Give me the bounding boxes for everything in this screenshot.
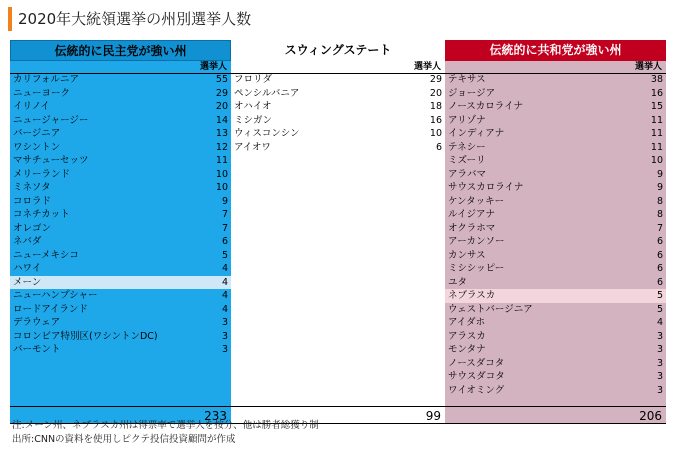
electoral-votes: 11 xyxy=(650,141,663,153)
electoral-votes: 4 xyxy=(221,263,228,274)
chart-title: 2020年大統領選挙の州別選挙人数 xyxy=(18,10,252,28)
state-name: アーカンソー xyxy=(448,236,505,247)
state-name: オクラホマ xyxy=(448,222,496,234)
electoral-votes: 8 xyxy=(656,195,663,207)
electoral-votes: 9 xyxy=(656,168,663,180)
table-row xyxy=(445,343,666,357)
table-row xyxy=(445,127,666,141)
state-name: ニューハンプシャー xyxy=(13,290,98,301)
electoral-votes: 4 xyxy=(656,317,663,328)
table-row xyxy=(10,276,231,290)
state-name: テキサス xyxy=(448,74,486,85)
state-name: ユタ xyxy=(448,276,468,288)
electoral-votes: 3 xyxy=(221,317,228,328)
state-name: ワシントン xyxy=(13,141,61,153)
table-row xyxy=(10,141,231,155)
table-row xyxy=(445,208,666,222)
column-body xyxy=(10,73,231,406)
state-name: ニュージャージー xyxy=(13,114,89,126)
table-row xyxy=(231,73,445,87)
state-name: ウェストバージニア xyxy=(448,303,533,315)
electoral-votes: 6 xyxy=(435,141,442,153)
column-subheader: 選挙人 xyxy=(10,61,231,73)
column-header: 伝統的に共和党が強い州 xyxy=(445,40,666,61)
state-name: オハイオ xyxy=(234,101,272,112)
electoral-votes: 9 xyxy=(221,195,228,207)
table-row xyxy=(445,249,666,263)
table-row xyxy=(10,195,231,209)
table-row xyxy=(231,114,445,128)
electoral-votes: 10 xyxy=(215,182,228,193)
state-name: ルイジアナ xyxy=(448,209,496,220)
column-header: 伝統的に民主党が強い州 xyxy=(10,40,231,61)
state-name: バーモント xyxy=(13,344,61,355)
column-subheader: 選挙人 xyxy=(445,61,666,73)
column-total: 99 xyxy=(231,406,445,424)
state-name: ミズーリ xyxy=(448,155,486,166)
state-name: ジョージア xyxy=(448,87,496,99)
state-name: ネバダ xyxy=(13,236,42,247)
electoral-votes: 8 xyxy=(656,209,663,220)
electoral-votes: 5 xyxy=(221,249,228,261)
table-row xyxy=(10,222,231,236)
state-name: インディアナ xyxy=(448,128,505,139)
state-name: サウスダコタ xyxy=(448,371,505,382)
state-name: バージニア xyxy=(13,128,61,139)
electoral-votes: 3 xyxy=(221,330,228,342)
electoral-votes: 29 xyxy=(429,74,442,85)
table-row xyxy=(445,87,666,101)
table-row xyxy=(10,249,231,263)
table-row xyxy=(10,235,231,249)
state-name: ワイオミング xyxy=(448,384,505,396)
electoral-votes: 7 xyxy=(221,222,228,234)
electoral-votes: 55 xyxy=(215,74,228,85)
republican-states-column xyxy=(445,40,666,424)
table-row xyxy=(445,330,666,344)
column-body xyxy=(445,73,666,406)
table-row xyxy=(445,276,666,290)
electoral-votes: 6 xyxy=(221,236,228,247)
table-row xyxy=(10,262,231,276)
state-name: アイオワ xyxy=(234,141,271,153)
electoral-votes: 11 xyxy=(650,114,663,126)
state-name: カンサス xyxy=(448,249,486,261)
electoral-votes: 12 xyxy=(215,141,228,153)
state-name: ノースダコタ xyxy=(448,357,505,369)
state-name: ケンタッキー xyxy=(448,195,505,207)
table-row xyxy=(10,114,231,128)
column-body xyxy=(231,73,445,406)
table-row xyxy=(445,195,666,209)
electoral-votes: 20 xyxy=(215,101,228,112)
state-name: デラウェア xyxy=(13,317,61,328)
table-row xyxy=(10,316,231,330)
electoral-votes: 16 xyxy=(429,114,442,126)
table-row xyxy=(231,127,445,141)
electoral-votes: 5 xyxy=(656,303,663,315)
table-row xyxy=(445,154,666,168)
column-header: スウィングステート xyxy=(231,40,445,61)
table-row xyxy=(445,168,666,182)
state-name: ニューメキシコ xyxy=(13,249,79,261)
electoral-votes: 10 xyxy=(429,128,442,139)
electoral-votes: 4 xyxy=(221,276,228,288)
table-row xyxy=(445,289,666,303)
table-row xyxy=(445,262,666,276)
table-row xyxy=(445,100,666,114)
electoral-votes: 7 xyxy=(221,209,228,220)
table-row xyxy=(445,357,666,371)
state-name: ノースカロライナ xyxy=(448,101,523,112)
table-row xyxy=(10,127,231,141)
state-name: ウィスコンシン xyxy=(234,128,300,139)
table-row xyxy=(445,235,666,249)
table-row xyxy=(445,316,666,330)
state-name: コロラド xyxy=(13,195,52,207)
electoral-votes: 5 xyxy=(656,290,663,301)
table-row xyxy=(445,222,666,236)
state-name: アイダホ xyxy=(448,317,486,328)
state-name: ペンシルバニア xyxy=(234,87,300,99)
state-name: カリフォルニア xyxy=(13,74,80,85)
source-note: 出所:CNNの資料を使用しピクテ投信投資顧問が作成 xyxy=(12,434,236,445)
state-name: コロンビア特別区(ワシントンDC) xyxy=(13,330,158,342)
state-name: フロリダ xyxy=(234,74,273,85)
table-row xyxy=(445,384,666,398)
electoral-votes: 4 xyxy=(221,303,228,315)
table-row xyxy=(10,289,231,303)
column-total: 233 xyxy=(10,406,231,424)
electoral-votes: 6 xyxy=(656,263,663,274)
state-name: モンタナ xyxy=(448,344,486,355)
state-name: メリーランド xyxy=(13,168,71,180)
title-accent-bar xyxy=(8,7,12,31)
electoral-votes: 20 xyxy=(429,87,442,99)
state-name: イリノイ xyxy=(13,101,50,112)
table-row xyxy=(231,100,445,114)
table-row xyxy=(231,141,445,155)
state-name: マサチューセッツ xyxy=(13,155,89,166)
table-row xyxy=(445,73,666,87)
column-subheader: 選挙人 xyxy=(231,61,445,73)
democratic-states-column xyxy=(10,40,231,424)
table-row xyxy=(445,114,666,128)
table-row xyxy=(10,168,231,182)
electoral-votes: 3 xyxy=(656,344,663,355)
table-row xyxy=(10,100,231,114)
electoral-votes: 14 xyxy=(215,114,228,126)
state-name: アラスカ xyxy=(448,330,486,342)
electoral-votes: 29 xyxy=(215,87,228,99)
state-name: ミネソタ xyxy=(13,182,51,193)
swing-states-column xyxy=(231,40,445,424)
electoral-votes: 11 xyxy=(650,128,663,139)
electoral-votes: 11 xyxy=(215,155,228,166)
state-name: アラバマ xyxy=(448,168,487,180)
electoral-votes: 16 xyxy=(650,87,663,99)
header-divider xyxy=(10,73,666,74)
electoral-votes: 10 xyxy=(215,168,228,180)
state-name: ニューヨーク xyxy=(13,87,71,99)
footnote: 注:メーン州、ネブラスカ州は得票率で選挙人を按分、他は勝者総獲り制 xyxy=(12,420,319,431)
state-name: サウスカロライナ xyxy=(448,182,524,193)
electoral-votes: 13 xyxy=(215,128,228,139)
state-name: オレゴン xyxy=(13,222,52,234)
table-row xyxy=(10,87,231,101)
table-row xyxy=(231,87,445,101)
table-row xyxy=(445,181,666,195)
electoral-votes: 4 xyxy=(221,290,228,301)
electoral-votes: 3 xyxy=(656,371,663,382)
state-name: ミシシッピー xyxy=(448,263,505,274)
electoral-votes: 18 xyxy=(429,101,442,112)
state-name: アリゾナ xyxy=(448,114,486,126)
table-row xyxy=(445,303,666,317)
electoral-votes: 9 xyxy=(656,182,663,193)
table-row xyxy=(10,343,231,357)
table-row xyxy=(10,303,231,317)
electoral-votes: 15 xyxy=(650,101,663,112)
column-total: 206 xyxy=(445,406,666,424)
state-name: ミシガン xyxy=(234,114,273,126)
state-name: コネチカット xyxy=(13,209,70,220)
table-row xyxy=(10,330,231,344)
table-row xyxy=(10,208,231,222)
electoral-votes: 3 xyxy=(656,357,663,369)
electoral-votes: 6 xyxy=(656,236,663,247)
electoral-votes: 3 xyxy=(656,384,663,396)
state-name: メーン xyxy=(13,276,42,288)
state-name: ロードアイランド xyxy=(13,303,88,315)
table-row xyxy=(445,141,666,155)
electoral-votes: 3 xyxy=(221,344,228,355)
electoral-votes: 6 xyxy=(656,276,663,288)
state-name: ネブラスカ xyxy=(448,290,496,301)
electoral-votes: 6 xyxy=(656,249,663,261)
table-row xyxy=(10,154,231,168)
table-row xyxy=(10,73,231,87)
electoral-votes: 7 xyxy=(656,222,663,234)
electoral-votes: 38 xyxy=(650,74,663,85)
electoral-votes: 3 xyxy=(656,330,663,342)
table-row xyxy=(445,370,666,384)
state-name: ハワイ xyxy=(13,263,42,274)
state-name: テネシー xyxy=(448,141,486,153)
table-row xyxy=(10,181,231,195)
electoral-votes: 10 xyxy=(650,155,663,166)
